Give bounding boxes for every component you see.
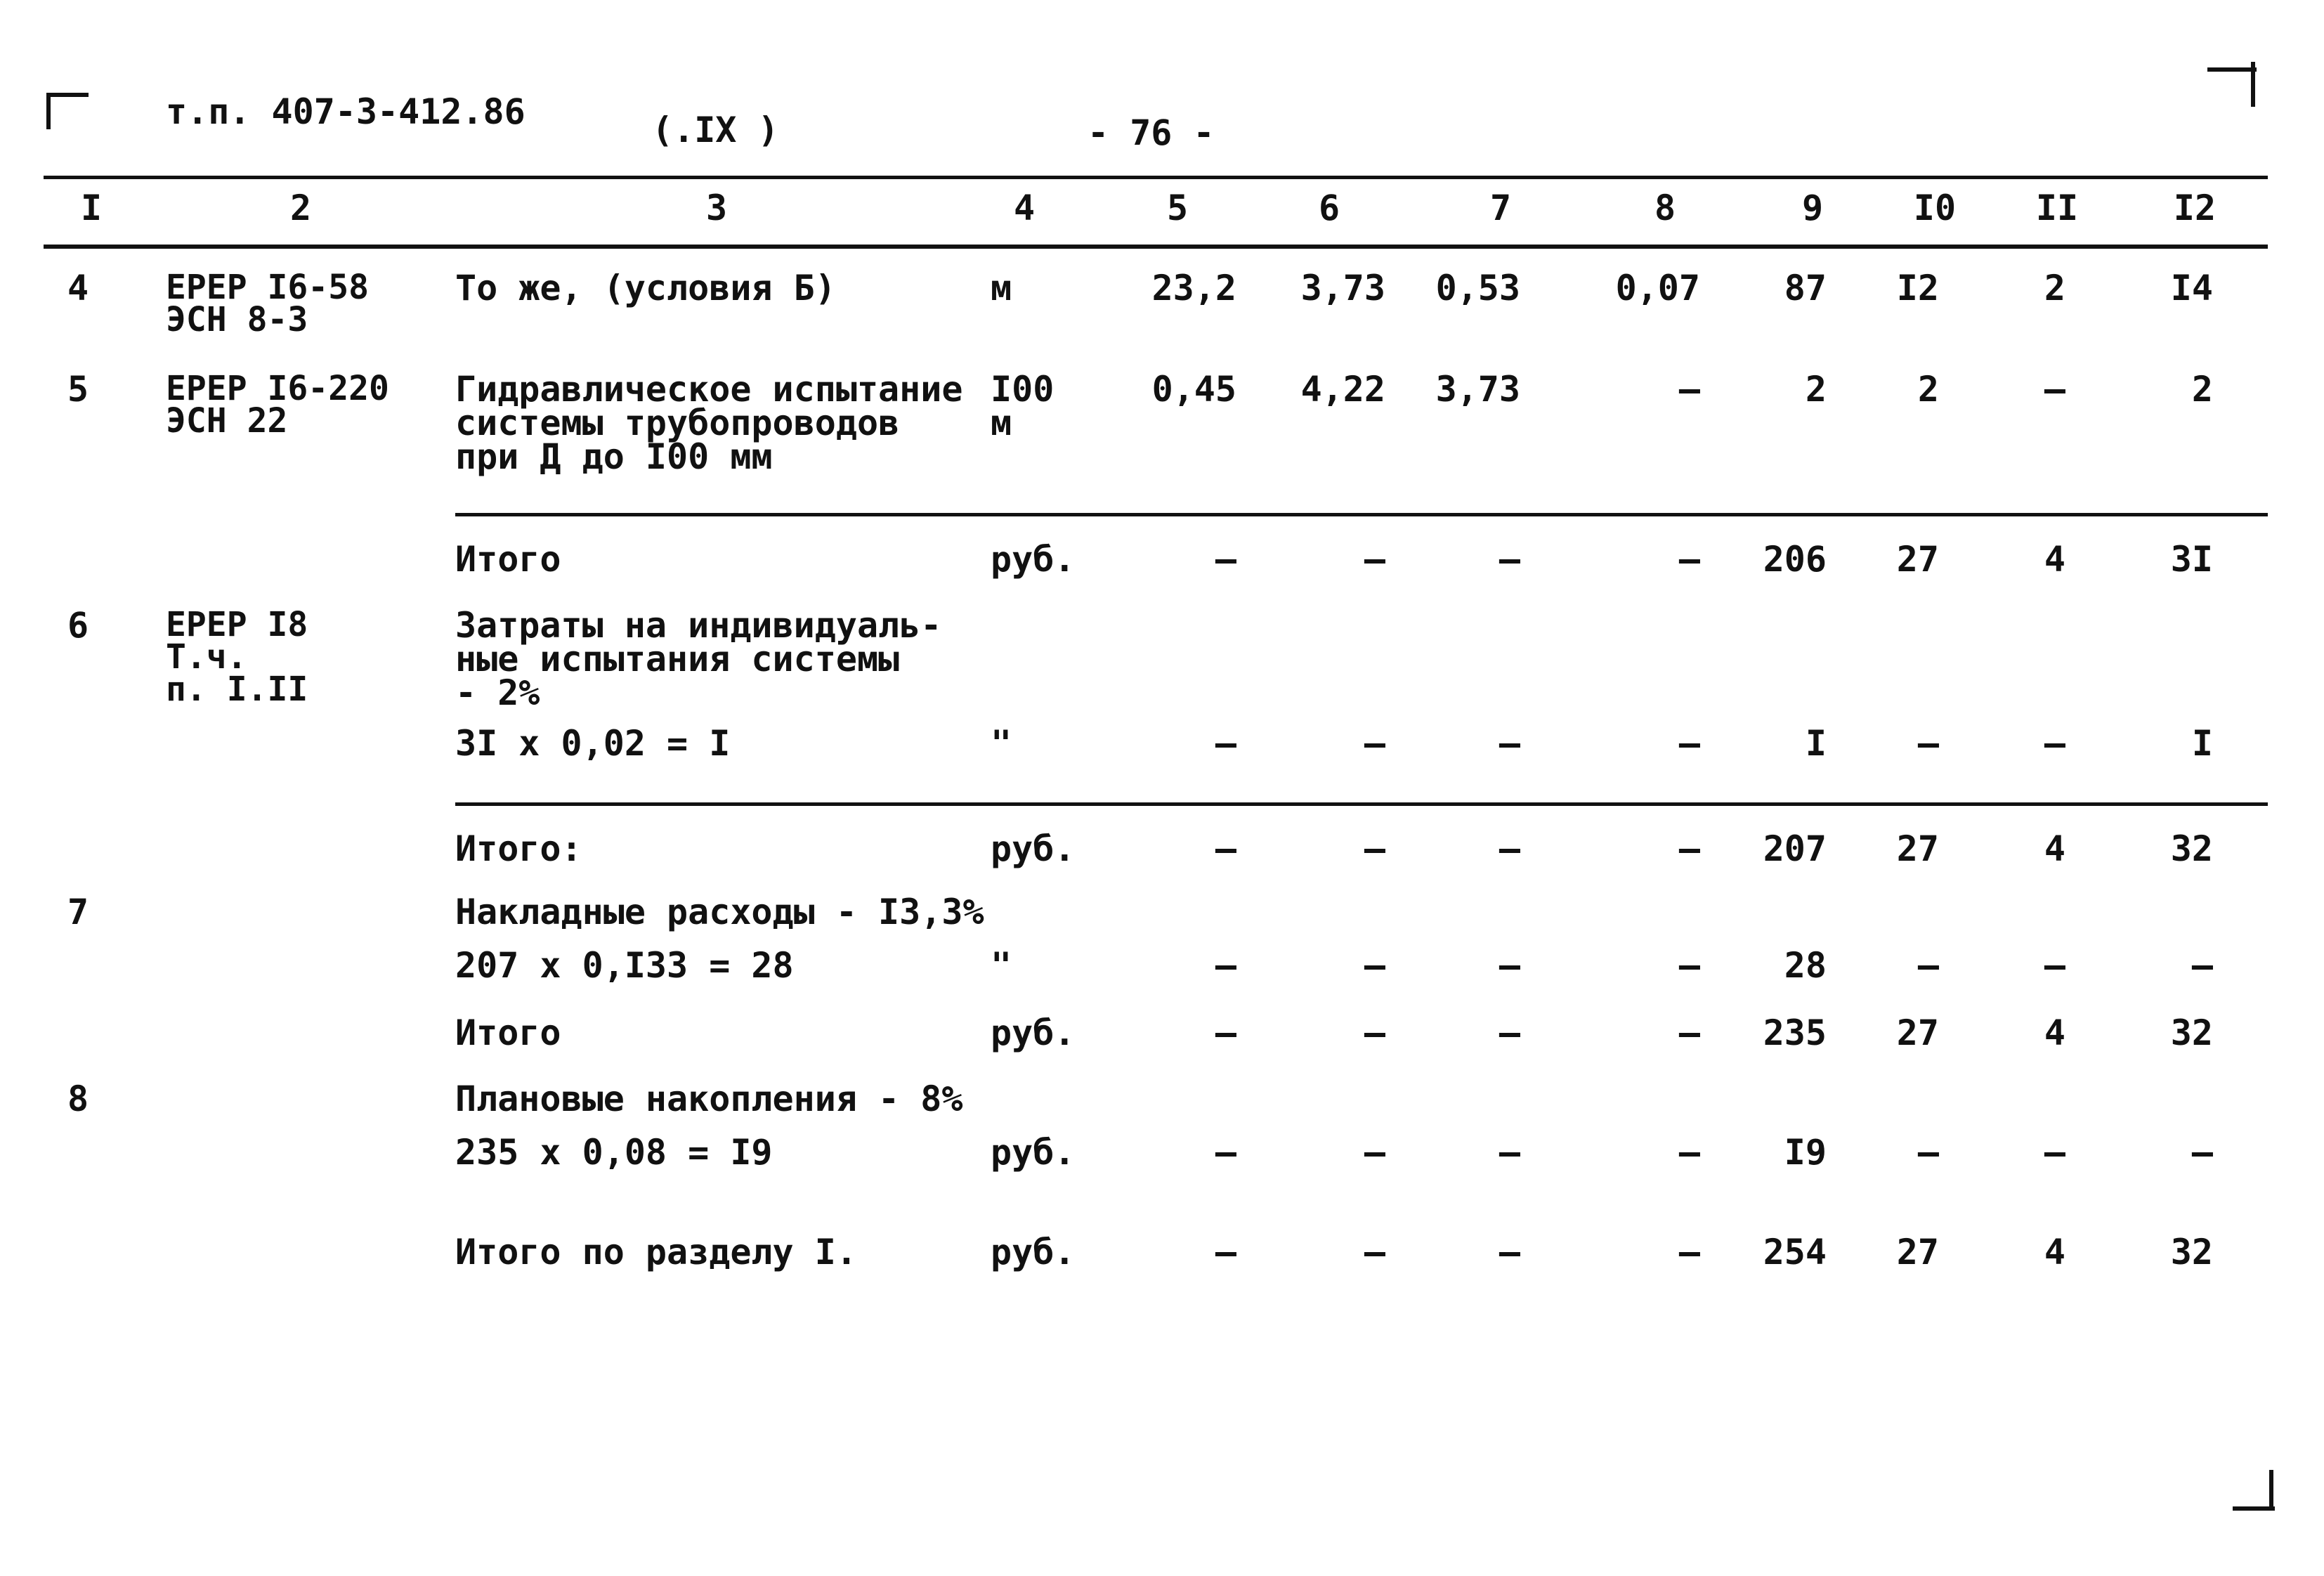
value-col-12: 3I (2170, 539, 2213, 580)
unit-cell: руб. (991, 1012, 1076, 1053)
value-col-9: 2 (1805, 369, 1827, 410)
value-col-10: – (1917, 723, 1939, 764)
column-header: 7 (1489, 188, 1512, 228)
value-col-5: 0,45 (1151, 369, 1236, 410)
value-col-5: – (1215, 1132, 1236, 1173)
value-col-9: 207 (1763, 828, 1827, 869)
unit-cell: руб. (991, 1132, 1076, 1173)
value-col-9: I9 (1784, 1132, 1827, 1173)
value-col-5: – (1215, 723, 1236, 764)
column-header: 6 (1318, 188, 1340, 228)
value-col-11: – (2044, 945, 2065, 986)
work-description: Накладные расходы - I3,3% (455, 892, 984, 932)
value-col-11: 2 (2044, 268, 2065, 308)
value-col-5: 23,2 (1151, 268, 1236, 308)
unit-cell: руб. (991, 1232, 1076, 1272)
value-col-5: – (1215, 1232, 1236, 1272)
value-col-9: I (1805, 723, 1827, 764)
value-col-5: – (1215, 828, 1236, 869)
value-col-7: – (1499, 539, 1520, 580)
header-top-rule (44, 176, 2268, 179)
subtotal-rule (455, 513, 2268, 516)
value-col-11: 4 (2044, 539, 2065, 580)
value-col-9: 235 (1763, 1012, 1827, 1053)
row-number: 4 (67, 268, 89, 308)
value-col-7: – (1499, 723, 1520, 764)
value-col-9: 28 (1784, 945, 1827, 986)
value-col-5: – (1215, 945, 1236, 986)
unit-cell: руб. (991, 828, 1076, 869)
value-col-10: – (1917, 945, 1939, 986)
value-col-6: – (1364, 945, 1385, 986)
work-description: Итого: (455, 828, 582, 869)
work-description: Итого по разделу I. (455, 1232, 857, 1272)
value-col-8: – (1678, 1132, 1700, 1173)
value-col-9: 254 (1763, 1232, 1827, 1272)
row-number: 6 (67, 605, 89, 646)
value-col-6: – (1364, 539, 1385, 580)
header-bottom-rule (44, 245, 2268, 249)
row-number: 7 (67, 892, 89, 932)
corner-mark-bottom-right (2233, 1470, 2275, 1512)
value-col-7: – (1499, 1012, 1520, 1053)
column-header: I (80, 188, 103, 228)
value-col-10: – (1917, 1132, 1939, 1173)
work-description: Затраты на индивидуаль- ные испытания системы - 2% (455, 605, 942, 713)
work-description: 235 x 0,08 = I9 (455, 1132, 773, 1173)
column-header: 8 (1654, 188, 1676, 228)
column-header: II (2035, 188, 2079, 228)
value-col-10: 27 (1896, 1232, 1939, 1272)
value-col-10: I2 (1896, 268, 1939, 308)
value-col-11: – (2044, 369, 2065, 410)
value-col-6: – (1364, 1232, 1385, 1272)
value-col-6: – (1364, 723, 1385, 764)
corner-mark-top-right (2207, 62, 2257, 107)
row-number: 5 (67, 369, 89, 410)
work-description: Итого (455, 539, 561, 580)
value-col-8: 0,07 (1615, 268, 1700, 308)
value-col-12: I4 (2170, 268, 2213, 308)
value-col-6: – (1364, 828, 1385, 869)
value-col-10: 27 (1896, 1012, 1939, 1053)
document-reference: т.п. 407-3-412.86 (166, 91, 525, 132)
value-col-10: 2 (1917, 369, 1939, 410)
unit-cell: руб. (991, 539, 1076, 580)
work-description: Плановые накопления - 8% (455, 1079, 963, 1119)
column-header: 2 (289, 188, 312, 228)
corner-mark-top-left (46, 93, 89, 135)
work-description: Итого (455, 1012, 561, 1053)
value-col-12: 2 (2191, 369, 2213, 410)
column-header: 3 (705, 188, 728, 228)
unit-cell: I00 м (991, 369, 1055, 443)
value-col-7: – (1499, 828, 1520, 869)
unit-cell: м (991, 268, 1012, 308)
value-col-6: 4,22 (1300, 369, 1385, 410)
norm-code: ЕРЕР I6-220 ЭСН 22 (166, 369, 389, 441)
value-col-7: 0,53 (1435, 268, 1520, 308)
value-col-5: – (1215, 1012, 1236, 1053)
row-number: 8 (67, 1079, 89, 1119)
value-col-5: – (1215, 539, 1236, 580)
value-col-8: – (1678, 539, 1700, 580)
work-description: Гидравлическое испытание системы трубопроводов при Д до I00 мм (455, 369, 963, 477)
work-description: 207 x 0,I33 = 28 (455, 945, 794, 986)
value-col-6: 3,73 (1300, 268, 1385, 308)
page-number: - 76 - (1088, 112, 1215, 153)
value-col-6: – (1364, 1132, 1385, 1173)
column-header: 5 (1166, 188, 1189, 228)
value-col-8: – (1678, 723, 1700, 764)
column-header: 9 (1801, 188, 1824, 228)
value-col-10: 27 (1896, 539, 1939, 580)
value-col-7: 3,73 (1435, 369, 1520, 410)
value-col-12: – (2191, 945, 2213, 986)
value-col-8: – (1678, 1232, 1700, 1272)
work-description: 3I x 0,02 = I (455, 723, 731, 764)
value-col-7: – (1499, 1132, 1520, 1173)
value-col-6: – (1364, 1012, 1385, 1053)
value-col-9: 206 (1763, 539, 1827, 580)
value-col-12: 32 (2170, 828, 2213, 869)
value-col-11: 4 (2044, 828, 2065, 869)
unit-cell: " (991, 945, 1012, 986)
value-col-7: – (1499, 945, 1520, 986)
column-header: 4 (1013, 188, 1036, 228)
value-col-9: 87 (1784, 268, 1827, 308)
value-col-12: I (2191, 723, 2213, 764)
unit-cell: " (991, 723, 1012, 764)
value-col-8: – (1678, 945, 1700, 986)
value-col-11: 4 (2044, 1012, 2065, 1053)
norm-code: ЕРЕР I6-58 ЭСН 8-3 (166, 268, 369, 339)
value-col-12: – (2191, 1132, 2213, 1173)
value-col-8: – (1678, 828, 1700, 869)
work-description: То же, (условия Б) (455, 268, 836, 308)
value-col-11: – (2044, 723, 2065, 764)
norm-code: ЕРЕР I8 Т.ч. п. I.II (166, 605, 308, 709)
value-col-7: – (1499, 1232, 1520, 1272)
value-col-8: – (1678, 1012, 1700, 1053)
value-col-8: – (1678, 369, 1700, 410)
value-col-11: – (2044, 1132, 2065, 1173)
value-col-10: 27 (1896, 828, 1939, 869)
section-label: (.IX ) (652, 110, 779, 150)
value-col-11: 4 (2044, 1232, 2065, 1272)
column-header: I2 (2173, 188, 2217, 228)
value-col-12: 32 (2170, 1232, 2213, 1272)
value-col-12: 32 (2170, 1012, 2213, 1053)
subtotal-rule (455, 802, 2268, 806)
column-header: I0 (1913, 188, 1957, 228)
